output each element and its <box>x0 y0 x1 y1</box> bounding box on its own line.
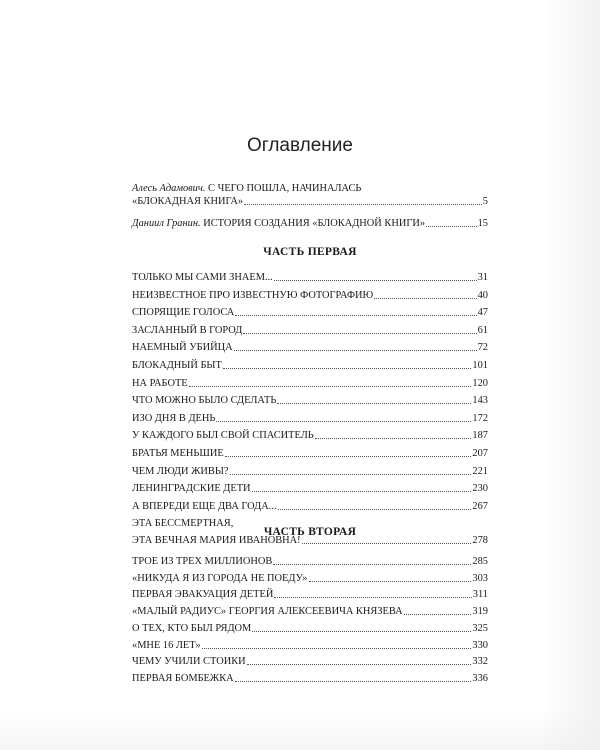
entry-title: ЭТА БЕССМЕРТНАЯ, <box>132 518 234 530</box>
dot-leader <box>216 420 471 422</box>
dot-leader <box>426 225 477 227</box>
entry-page: 72 <box>477 342 488 354</box>
entry-page: 336 <box>472 672 488 684</box>
toc-entry-granin[interactable] <box>132 217 488 230</box>
dot-leader <box>252 630 471 632</box>
entry-title: ТОЛЬКО МЫ САМИ ЗНАЕМ... <box>132 272 273 283</box>
toc-entry[interactable] <box>132 622 488 635</box>
toc-entry[interactable] <box>132 482 488 495</box>
dot-leader <box>274 596 471 598</box>
toc-entry[interactable] <box>132 655 488 668</box>
section-heading-part-one: ЧАСТЬ ПЕРВАЯ <box>263 246 357 258</box>
page-bottom-shadow <box>0 710 600 750</box>
entry-title: ЧТО МОЖНО БЫЛО СДЕЛАТЬ <box>132 395 277 407</box>
entry-page: 31 <box>477 272 488 283</box>
dot-leader <box>234 349 477 351</box>
entry-title: ЧЕМ ЛЮДИ ЖИВЫ? <box>132 465 229 477</box>
entry-page: 5 <box>482 196 488 207</box>
dot-leader <box>202 647 472 649</box>
dot-leader <box>189 385 472 387</box>
entry-page: 61 <box>477 324 488 336</box>
entry-title: БЛОКАДНЫЙ БЫТ <box>132 360 222 371</box>
entry-title-cont: ЭТА ВЕЧНАЯ МАРИЯ ИВАНОВНА! <box>132 535 301 547</box>
entry-title-cont: «БЛОКАДНАЯ КНИГА» <box>132 196 244 207</box>
entry-title: ИЗО ДНЯ В ДЕНЬ <box>132 412 216 424</box>
entry-page: 120 <box>472 377 488 389</box>
toc-entry-adamovich[interactable] <box>132 182 488 208</box>
entry-title: «МНЕ 16 ЛЕТ» <box>132 639 201 651</box>
toc-entry[interactable] <box>132 359 488 372</box>
entry-page: 285 <box>472 556 488 567</box>
entry-page: 325 <box>472 622 488 634</box>
dot-leader <box>252 490 472 492</box>
entry-page: 221 <box>472 465 488 477</box>
toc-entry[interactable] <box>132 465 488 478</box>
dot-leader <box>243 332 476 334</box>
page-edge-shadow <box>540 0 600 750</box>
entry-page: 172 <box>472 412 488 424</box>
entry-page: 303 <box>472 572 488 584</box>
toc-entry[interactable] <box>132 429 488 442</box>
entry-title: ЛЕНИНГРАДСКИЕ ДЕТИ <box>132 483 251 495</box>
entry-title: А ВПЕРЕДИ ЕЩЕ ДВА ГОДА... <box>132 500 277 512</box>
entry-title: ИСТОРИЯ СОЗДАНИЯ «БЛОКАДНОЙ КНИГИ» <box>203 218 426 229</box>
toc-entry[interactable] <box>132 447 488 460</box>
toc-entry[interactable] <box>132 377 488 390</box>
entry-title: «МАЛЫЙ РАДИУС» ГЕОРГИЯ АЛЕКСЕЕВИЧА КНЯЗЕВА <box>132 606 403 618</box>
entry-title: ПЕРВАЯ ЭВАКУАЦИЯ ДЕТЕЙ <box>132 589 274 601</box>
entry-title: ЧЕМУ УЧИЛИ СТОИКИ <box>132 656 246 668</box>
toc-entry[interactable] <box>132 306 488 319</box>
dot-leader <box>277 402 471 404</box>
entry-page: 319 <box>472 606 488 618</box>
toc-entry[interactable] <box>132 394 488 407</box>
entry-page: 230 <box>472 483 488 495</box>
dot-leader <box>244 203 482 205</box>
entry-title: «НИКУДА Я ИЗ ГОРОДА НЕ ПОЕДУ» <box>132 572 308 584</box>
dot-leader <box>225 455 472 457</box>
entry-title: ЗАСЛАННЫЙ В ГОРОД <box>132 324 243 336</box>
entry-title: НАЕМНЫЙ УБИЙЦА <box>132 342 233 354</box>
toc-entry[interactable] <box>132 639 488 652</box>
dot-leader <box>247 663 472 665</box>
entry-page: 40 <box>477 289 488 301</box>
entry-title: СПОРЯЩИЕ ГОЛОСА <box>132 307 235 319</box>
entry-title: ТРОЕ ИЗ ТРЕХ МИЛЛИОНОВ <box>132 556 273 567</box>
toc-entry[interactable] <box>132 500 488 513</box>
entry-title: О ТЕХ, КТО БЫЛ РЯДОМ <box>132 622 252 634</box>
toc-entry[interactable] <box>132 572 488 585</box>
dot-leader <box>278 508 472 510</box>
dot-leader <box>374 297 476 299</box>
entry-page: 267 <box>472 500 488 512</box>
entry-author: Алесь Адамович. <box>132 183 206 194</box>
entry-page: 311 <box>472 589 488 601</box>
entry-title: БРАТЬЯ МЕНЬШИЕ <box>132 448 224 459</box>
toc-entry[interactable] <box>132 605 488 618</box>
toc-entry[interactable] <box>132 412 488 425</box>
dot-leader <box>235 314 476 316</box>
entry-title: НЕИЗВЕСТНОЕ ПРО ИЗВЕСТНУЮ ФОТОГРАФИЮ <box>132 289 374 301</box>
entry-page: 278 <box>472 535 488 547</box>
page-title: Оглавление <box>247 135 353 156</box>
entry-title: У КАЖДОГО БЫЛ СВОЙ СПАСИТЕЛЬ <box>132 430 314 442</box>
entry-page: 15 <box>477 218 488 229</box>
entry-title: С ЧЕГО ПОШЛА, НАЧИНАЛАСЬ <box>208 183 362 194</box>
entry-page: 330 <box>472 639 488 651</box>
dot-leader <box>315 437 472 439</box>
entry-page: 47 <box>477 307 488 319</box>
dot-leader <box>223 367 472 369</box>
dot-leader <box>230 473 472 475</box>
toc-entry[interactable] <box>132 341 488 354</box>
dot-leader <box>309 580 472 582</box>
entry-title: НА РАБОТЕ <box>132 377 188 389</box>
entry-page: 187 <box>472 430 488 442</box>
entry-page: 332 <box>472 656 488 668</box>
toc-entry[interactable] <box>132 588 488 601</box>
toc-entry[interactable] <box>132 271 488 284</box>
entry-title: ПЕРВАЯ БОМБЕЖКА <box>132 672 234 684</box>
entry-page: 207 <box>472 448 488 459</box>
dot-leader <box>274 279 477 281</box>
dot-leader <box>404 613 472 615</box>
dot-leader <box>302 542 472 544</box>
section-heading-part-two: ЧАСТЬ ВТОРАЯ <box>263 526 357 538</box>
entry-page: 143 <box>472 395 488 407</box>
dot-leader <box>235 680 472 682</box>
entry-author: Даниил Гранин. <box>132 218 201 229</box>
entry-page: 101 <box>472 360 488 371</box>
toc-entry[interactable] <box>132 324 488 337</box>
toc-entry[interactable] <box>132 289 488 302</box>
dot-leader <box>273 563 471 565</box>
toc-entry[interactable] <box>132 555 488 568</box>
toc-entry[interactable] <box>132 672 488 685</box>
